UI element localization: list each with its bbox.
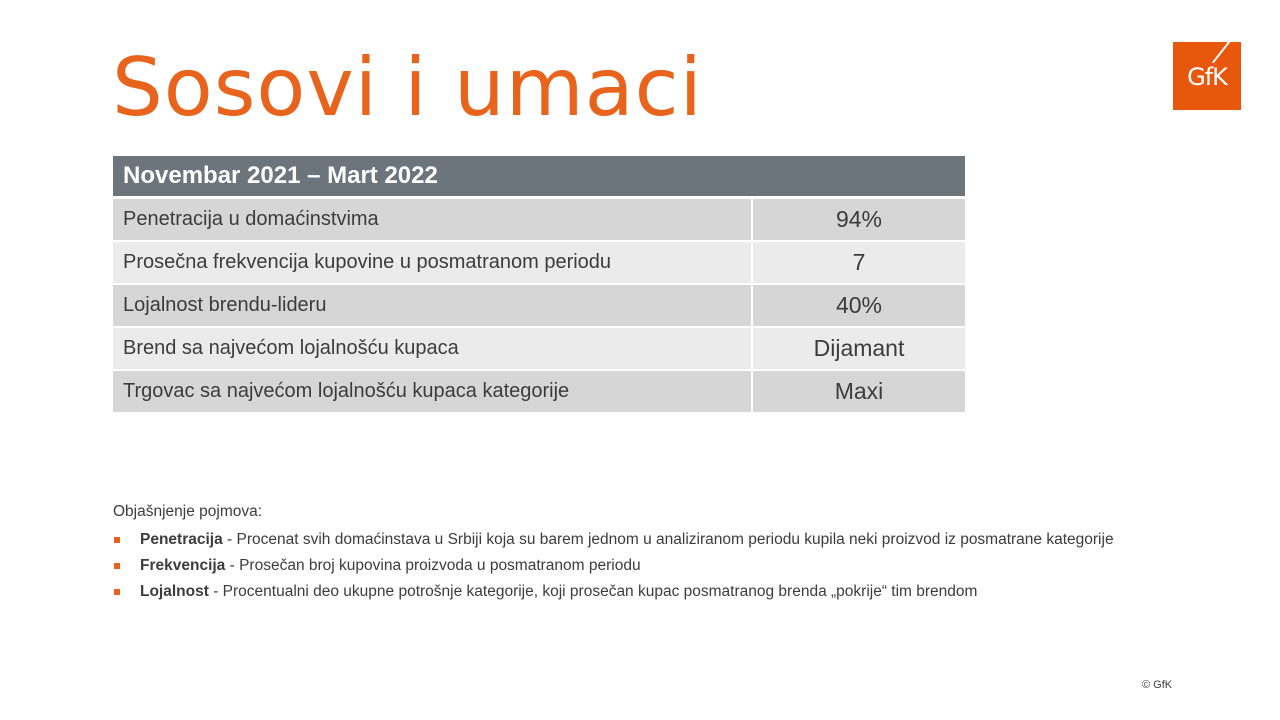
glossary-definition: - Procentualni deo ukupne potrošnje kategorije, koji prosečan kupac posmatranog brenda „pokrije“ tim brendom <box>208 583 978 600</box>
table-row-top-retailer <box>113 371 965 414</box>
glossary-item-penetration <box>113 527 1163 553</box>
logo-text: GfK <box>1187 63 1227 91</box>
bullet-icon <box>114 563 120 569</box>
row-value-top-brand: Dijamant <box>753 328 965 371</box>
glossary <box>113 499 1163 605</box>
row-value-loyalty: 40% <box>753 285 965 328</box>
row-label-loyalty: Lojalnost brendu-lideru <box>113 285 753 328</box>
bullet-icon <box>114 589 120 595</box>
row-value-top-retailer: Maxi <box>753 371 965 414</box>
table-row-loyalty <box>113 285 965 328</box>
glossary-item-frequency <box>113 553 1163 579</box>
glossary-definition: - Prosečan broj kupovina proizvoda u posmatranom periodu <box>225 557 641 574</box>
row-label-frequency: Prosečna frekvencija kupovine u posmatranom periodu <box>113 242 753 285</box>
page-title: Sosovi i umaci <box>112 41 703 134</box>
bullet-icon <box>114 537 120 543</box>
gfk-logo <box>1173 42 1241 110</box>
row-value-frequency: 7 <box>753 242 965 285</box>
row-label-top-retailer: Trgovac sa najvećom lojalnošću kupaca kategorije <box>113 371 753 414</box>
row-label-penetration: Penetracija u domaćinstvima <box>113 199 753 242</box>
table-row-penetration <box>113 199 965 242</box>
glossary-item-loyalty <box>113 579 1163 605</box>
copyright-footer: © GfK <box>1142 679 1173 691</box>
table-header-row <box>113 156 965 199</box>
glossary-list <box>113 527 1163 605</box>
table-period-header: Novembar 2021 – Mart 2022 <box>113 156 965 199</box>
glossary-term: Penetracija <box>140 531 223 548</box>
glossary-definition: - Procenat svih domaćinstava u Srbiji koja su barem jednom u analiziranom periodu kupila neki proizvod iz posmatrane kategorije <box>222 531 1114 548</box>
glossary-heading: Objašnjenje pojmova: <box>113 503 263 520</box>
glossary-term: Frekvencija <box>140 557 226 574</box>
table-row-frequency <box>113 242 965 285</box>
row-value-penetration: 94% <box>753 199 965 242</box>
summary-table <box>113 156 965 414</box>
row-label-top-brand: Brend sa najvećom lojalnošću kupaca <box>113 328 753 371</box>
logo-slash-mark <box>1212 42 1232 63</box>
glossary-term: Lojalnost <box>140 583 209 600</box>
table-row-top-brand <box>113 328 965 371</box>
